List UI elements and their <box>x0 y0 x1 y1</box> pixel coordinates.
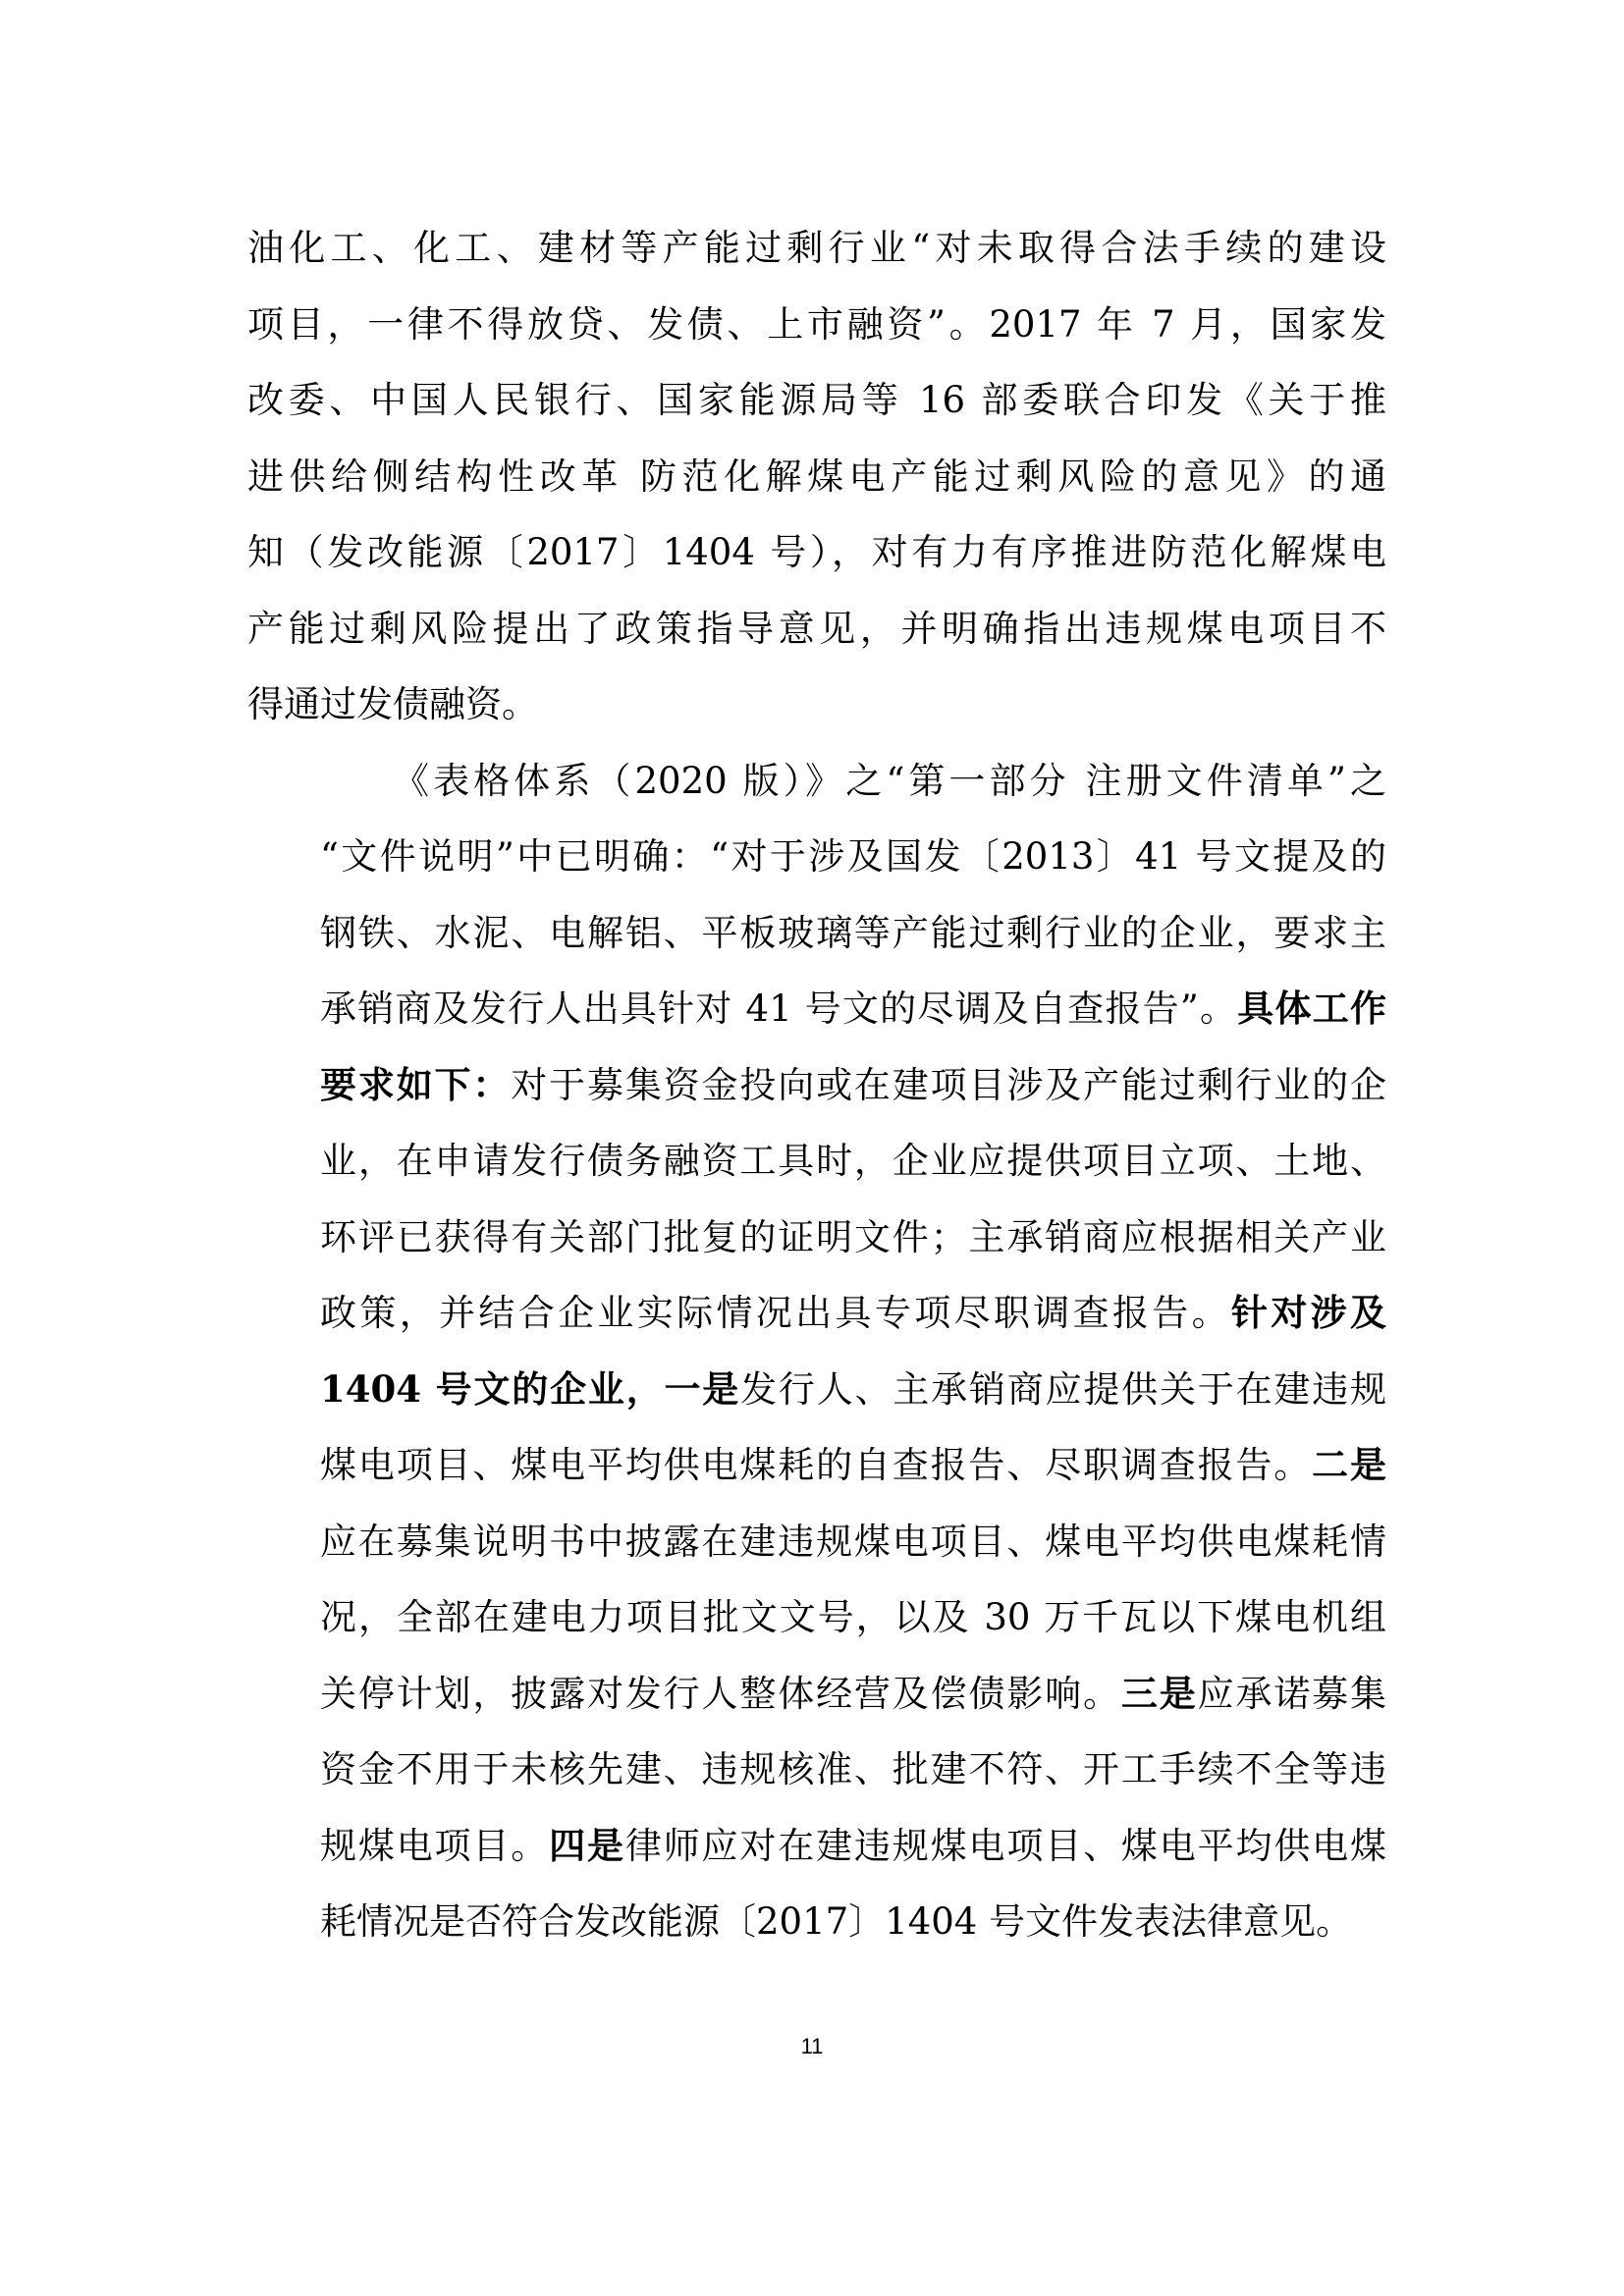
text-line <box>247 1352 1386 1428</box>
text-line <box>247 362 1386 439</box>
text-line <box>247 514 1386 591</box>
text-run: 律师应对在建违规煤电项目、煤电平均供电煤 <box>624 1824 1386 1867</box>
text-run: 产能过剩风险提出了政策指导意见，并明确指出违规煤电项目不 <box>247 607 1386 650</box>
text-run: 发行人、主承销商应提供关于在建违规 <box>740 1367 1386 1411</box>
text-run: 油化工、化工、建材等产能过剩行业“对未取得合法手续的建设 <box>247 227 1386 269</box>
text-line <box>247 1732 1386 1808</box>
text-run: 项目，一律不得放贷、发债、上市融资”。2017 年 7 月，国家发 <box>247 302 1386 346</box>
bold-text: 针对涉及 <box>1230 1291 1386 1334</box>
text-run: 政策，并结合企业实际情况出具专项尽职调查报告。 <box>320 1292 1231 1334</box>
bold-text: 四是 <box>549 1823 625 1867</box>
text-line <box>247 743 1386 820</box>
text-line <box>247 1200 1386 1276</box>
text-line <box>247 210 1386 287</box>
text-line <box>247 591 1386 667</box>
text-line <box>247 1579 1386 1656</box>
text-line <box>247 1275 1386 1352</box>
text-run: 进供给侧结构性改革 防范化解煤电产能过剩风险的意见》的通 <box>247 454 1386 498</box>
text-line <box>247 819 1386 895</box>
text-line <box>247 667 1386 743</box>
text-run: 规煤电项目。 <box>320 1824 550 1867</box>
text-line <box>247 1656 1386 1733</box>
bold-text: 1404 号文的企业， <box>320 1366 665 1411</box>
bold-text: 要求如下： <box>320 1062 512 1106</box>
text-line <box>247 1427 1386 1504</box>
text-line <box>247 1123 1386 1200</box>
paragraph <box>247 210 1386 743</box>
text-run: 应在募集说明书中披露在建违规煤电项目、煤电平均供电煤耗情 <box>320 1520 1386 1563</box>
text-line <box>247 1047 1386 1124</box>
text-run: 承销商及发行人出具针对 41 号文的尽调及自查报告”。 <box>320 988 1238 1030</box>
text-run: 关停计划，披露对发行人整体经营及偿债影响。 <box>320 1672 1121 1715</box>
text-run: 钢铁、水泥、电解铝、平板玻璃等产能过剩行业的企业，要求主 <box>320 911 1386 954</box>
text-run: 资金不用于未核先建、违规核准、批建不符、开工手续不全等违 <box>320 1748 1386 1790</box>
text-line <box>247 1808 1386 1885</box>
text-run: 知（发改能源〔2017〕1404 号），对有力有序推进防范化解煤电 <box>247 531 1386 573</box>
text-run: 煤电项目、煤电平均供电煤耗的自查报告、尽职调查报告。 <box>320 1444 1313 1486</box>
document-body <box>247 210 1386 1960</box>
text-run: 环评已获得有关部门批复的证明文件；主承销商应根据相关产业 <box>320 1215 1386 1258</box>
bold-text: 一是 <box>664 1366 741 1411</box>
text-line <box>247 287 1386 363</box>
bold-text: 具体工作 <box>1237 987 1386 1030</box>
text-run: “文件说明”中已明确：“对于涉及国发〔2013〕41 号文提及的 <box>320 835 1386 878</box>
text-run: 对于募集资金投向或在建项目涉及产能过剩行业的企 <box>511 1063 1386 1106</box>
page-number: 11 <box>800 2034 824 2058</box>
bold-text: 二是 <box>1312 1443 1386 1486</box>
text-line <box>247 971 1386 1047</box>
text-run: 得通过发债融资。 <box>247 683 538 725</box>
bold-text: 三是 <box>1120 1671 1198 1715</box>
text-run: 业，在申请发行债务融资工具时，企业应提供项目立项、土地、 <box>320 1140 1386 1182</box>
text-line <box>247 439 1386 515</box>
text-run: 《表格体系（2020 版）》之“第一部分 注册文件清单”之 <box>393 759 1386 802</box>
text-run: 改委、中国人民银行、国家能源局等 16 部委联合印发《关于推 <box>247 379 1386 421</box>
text-run: 耗情况是否符合发改能源〔2017〕1404 号文件发表法律意见。 <box>320 1900 1353 1943</box>
paragraph <box>247 743 1386 1960</box>
text-line <box>247 1884 1386 1960</box>
text-line <box>247 1504 1386 1580</box>
text-line <box>247 895 1386 972</box>
text-run: 况，全部在建电力项目批文文号，以及 30 万千瓦以下煤电机组 <box>320 1596 1386 1638</box>
text-run: 应承诺募集 <box>1197 1672 1386 1715</box>
